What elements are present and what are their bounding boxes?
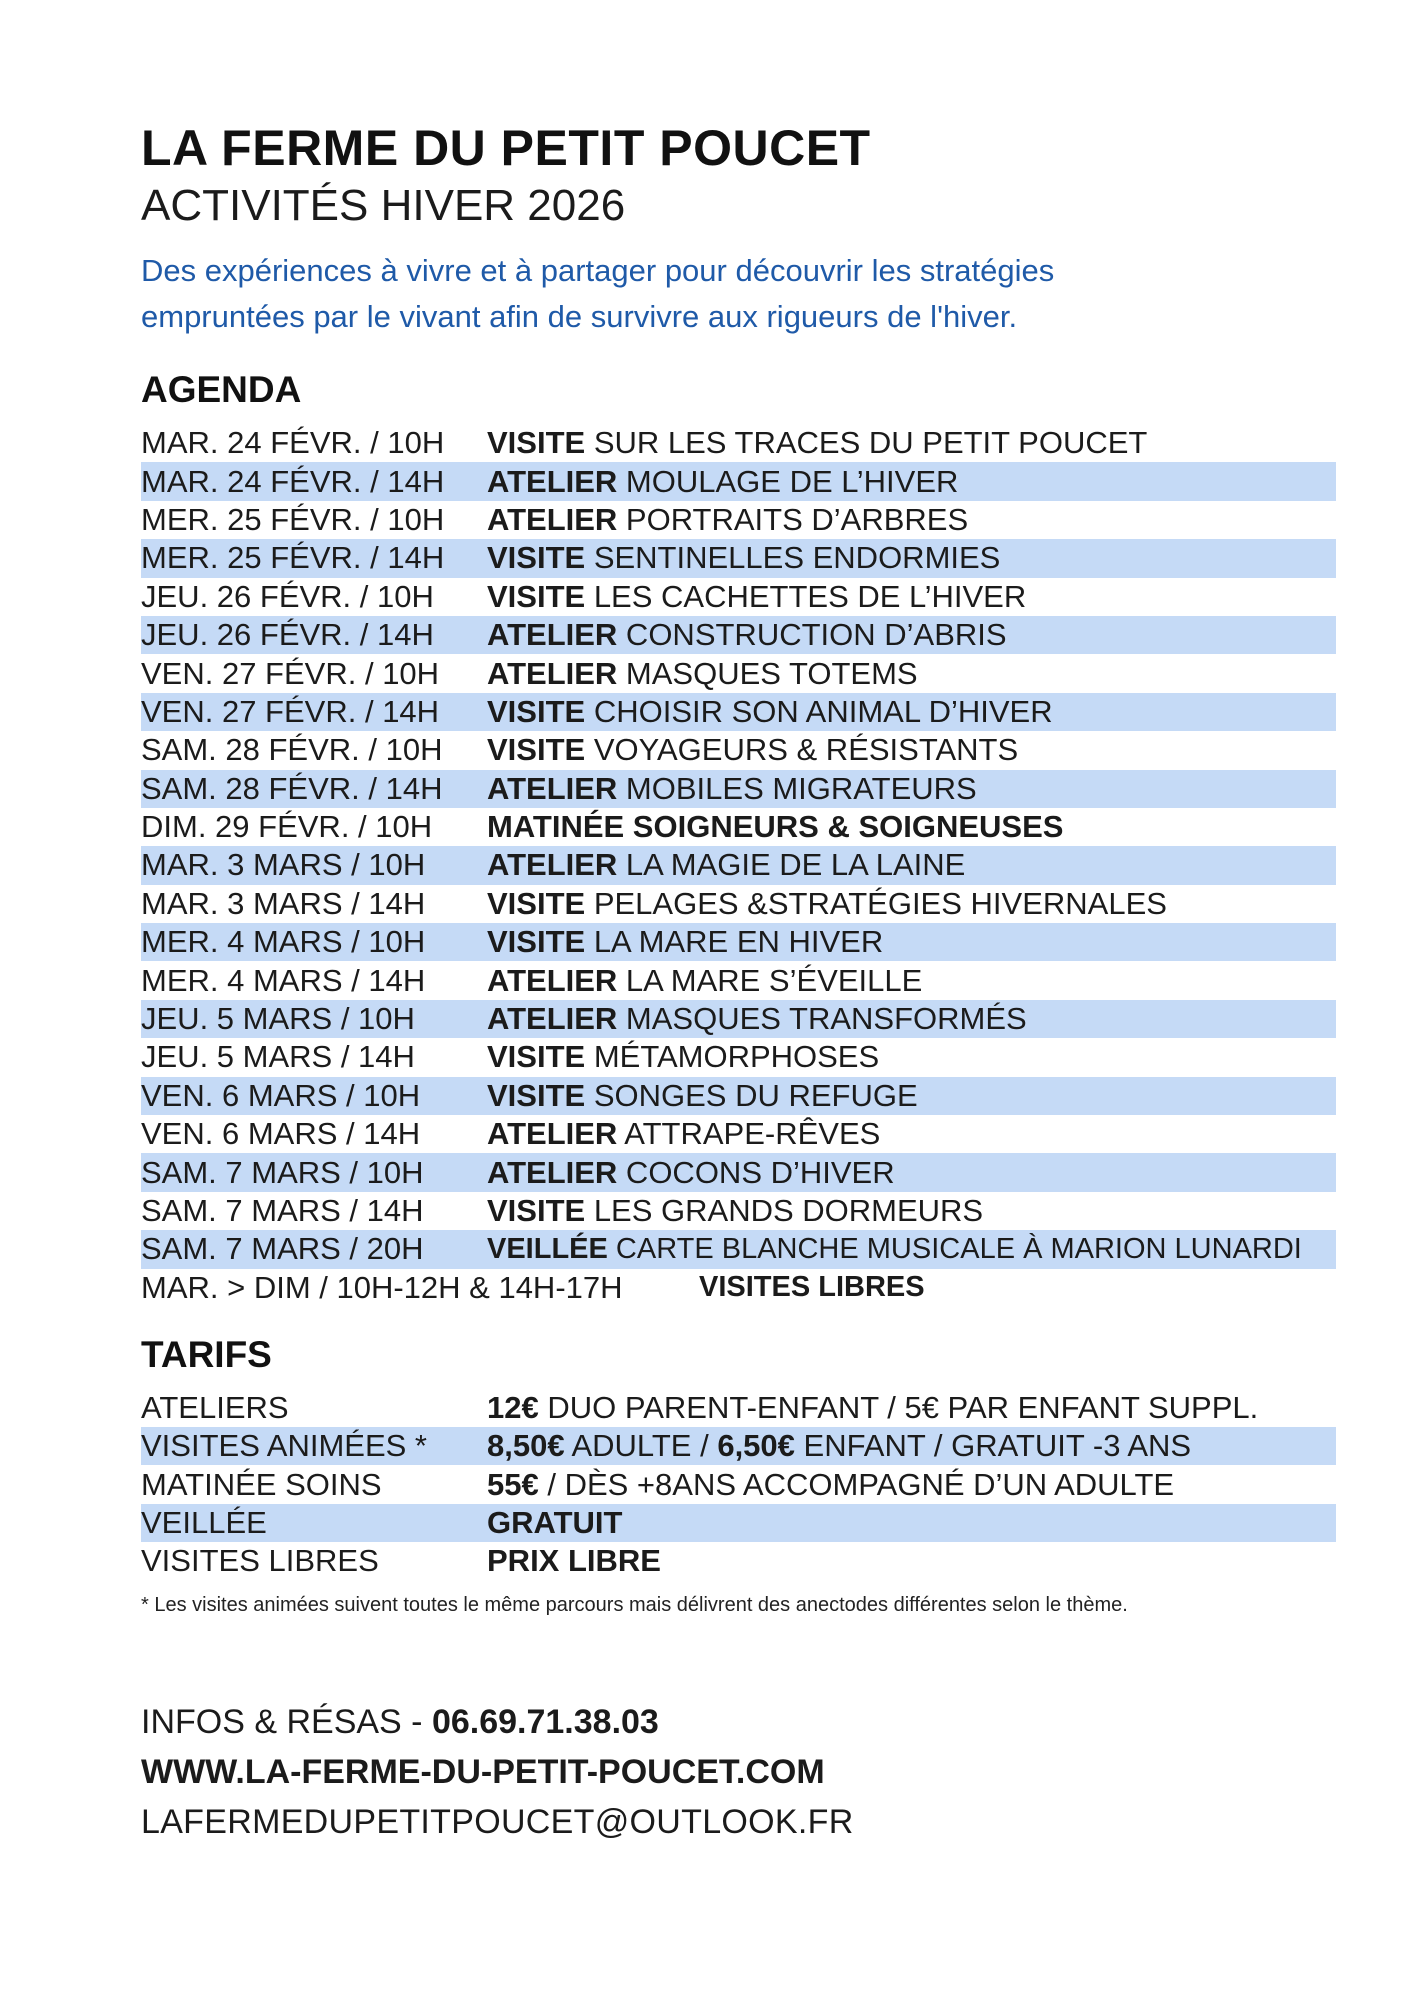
agenda-row bbox=[141, 923, 1336, 961]
agenda-activity-type: MATINÉE SOIGNEURS & SOIGNEUSES bbox=[487, 809, 1064, 845]
agenda-activity-name: LA MARE EN HIVER bbox=[585, 924, 884, 960]
contact-website[interactable]: WWW.LA-FERME-DU-PETIT-POUCET.COM bbox=[141, 1752, 825, 1791]
agenda-activity bbox=[487, 1078, 1336, 1114]
agenda-activity-name: SONGES DU REFUGE bbox=[585, 1077, 918, 1113]
agenda-date: MER. 25 FÉVR. / 14H bbox=[141, 540, 445, 576]
agenda-date: SAM. 28 FÉVR. / 10H bbox=[141, 732, 443, 768]
agenda-activity-type: VISITE bbox=[487, 885, 586, 921]
agenda-activity bbox=[487, 656, 1336, 692]
tarif-label: VISITES LIBRES bbox=[141, 1543, 379, 1579]
agenda-row bbox=[141, 539, 1336, 577]
agenda-date: SAM. 7 MARS / 20H bbox=[141, 1231, 424, 1267]
contact-phone[interactable]: 06.69.71.38.03 bbox=[431, 1702, 659, 1741]
agenda-activity-type: VISITE bbox=[487, 578, 586, 614]
tarif-value bbox=[487, 1467, 1174, 1503]
agenda-activity bbox=[487, 1155, 1336, 1191]
agenda-activity-type: ATELIER bbox=[487, 962, 618, 998]
agenda-date: MER. 25 FÉVR. / 10H bbox=[141, 501, 445, 537]
agenda-row bbox=[141, 462, 1336, 500]
agenda-activity-name: ATTRAPE-RÊVES bbox=[617, 1116, 881, 1152]
agenda-activity-name: MOBILES MIGRATEURS bbox=[617, 770, 977, 806]
agenda-activity-type: ATELIER bbox=[487, 847, 618, 883]
agenda-heading: AGENDA bbox=[141, 369, 302, 410]
agenda-activity bbox=[487, 1116, 1336, 1152]
agenda-row bbox=[141, 961, 1336, 999]
agenda-row bbox=[141, 654, 1336, 692]
agenda-activity-name: COCONS D’HIVER bbox=[617, 1154, 895, 1190]
agenda-activity-type: VISITE bbox=[487, 540, 586, 576]
agenda-activity-name: CONSTRUCTION D’ABRIS bbox=[617, 617, 1007, 653]
agenda-activity bbox=[487, 847, 1336, 883]
agenda-date: JEU. 26 FÉVR. / 14H bbox=[141, 617, 434, 653]
agenda-row bbox=[141, 1077, 1336, 1115]
tarifs-heading: TARIFS bbox=[141, 1333, 272, 1375]
page-subtitle: ACTIVITÉS HIVER 2026 bbox=[141, 181, 626, 230]
agenda-activity-type: ATELIER bbox=[487, 501, 618, 537]
tarif-row bbox=[141, 1542, 1336, 1580]
agenda-row bbox=[141, 770, 1336, 808]
tarif-price: 8,50€ bbox=[487, 1428, 565, 1464]
agenda-row bbox=[141, 501, 1336, 539]
agenda-activity bbox=[487, 1001, 1336, 1037]
tarif-value bbox=[487, 1505, 622, 1541]
tarif-price: 12€ bbox=[487, 1389, 539, 1425]
tarif-label: ATELIERS bbox=[141, 1389, 289, 1425]
agenda-activity bbox=[487, 502, 1336, 538]
agenda-activity-name: SUR LES TRACES DU PETIT POUCET bbox=[585, 425, 1148, 461]
agenda-activity-type: ATELIER bbox=[487, 655, 618, 691]
agenda-activity-type: VISITE bbox=[487, 425, 586, 461]
agenda-date: VEN. 27 FÉVR. / 14H bbox=[141, 693, 440, 729]
agenda-activity bbox=[487, 732, 1336, 768]
agenda-activity-name: CHOISIR SON ANIMAL D’HIVER bbox=[585, 693, 1053, 729]
tarif-price: PRIX LIBRE bbox=[487, 1543, 661, 1579]
agenda-activity bbox=[487, 886, 1336, 922]
agenda-date: MAR. 24 FÉVR. / 10H bbox=[141, 425, 445, 461]
agenda-date: MAR. 24 FÉVR. / 14H bbox=[141, 463, 445, 499]
agenda-activity bbox=[487, 924, 1336, 960]
agenda-row bbox=[141, 1230, 1336, 1268]
agenda-activity-name: MÉTAMORPHOSES bbox=[585, 1039, 880, 1075]
agenda-date: SAM. 7 MARS / 10H bbox=[141, 1154, 424, 1190]
tarif-detail: / DÈS +8ANS ACCOMPAGNÉ D’UN ADULTE bbox=[538, 1466, 1175, 1502]
agenda-activity-name: MOULAGE DE L’HIVER bbox=[617, 463, 959, 499]
agenda-activity bbox=[487, 1233, 1336, 1266]
agenda-activity-name: LES GRANDS DORMEURS bbox=[585, 1193, 984, 1228]
agenda-activity-name: VOYAGEURS & RÉSISTANTS bbox=[585, 732, 1019, 768]
agenda-activity-name: LES CACHETTES DE L’HIVER bbox=[585, 578, 1027, 614]
agenda-activity-type: VISITE bbox=[487, 1077, 586, 1113]
agenda-date: SAM. 7 MARS / 14H bbox=[141, 1193, 424, 1228]
agenda-activity-type: VEILLÉE bbox=[487, 1232, 608, 1265]
agenda-row bbox=[141, 424, 1336, 462]
tarif-row bbox=[141, 1389, 1336, 1427]
intro-line: empruntées par le vivant afin de survivre aux rigueurs de l'hiver. bbox=[141, 299, 1018, 334]
agenda-activity bbox=[487, 1193, 1336, 1229]
tarif-value bbox=[487, 1543, 661, 1579]
agenda-activity bbox=[487, 963, 1336, 999]
agenda-activity bbox=[487, 771, 1336, 807]
agenda-row bbox=[141, 1038, 1336, 1076]
flyer bbox=[141, 118, 1341, 1847]
agenda-activity-name: LA MARE S’ÉVEILLE bbox=[617, 962, 923, 998]
agenda-date: MAR. 3 MARS / 10H bbox=[141, 847, 426, 883]
agenda-activity-name: LA MAGIE DE LA LAINE bbox=[617, 847, 966, 883]
agenda-row bbox=[141, 731, 1336, 769]
agenda-activity-type: ATELIER bbox=[487, 463, 618, 499]
agenda-activity bbox=[487, 694, 1336, 730]
tarif-detail: ADULTE / bbox=[564, 1428, 718, 1464]
tarif-price: 55€ bbox=[487, 1466, 539, 1502]
agenda-activity-type: ATELIER bbox=[487, 617, 618, 653]
agenda-row bbox=[141, 578, 1336, 616]
contact-block bbox=[141, 1697, 1341, 1847]
agenda-free-visits-row bbox=[141, 1269, 1341, 1307]
agenda-date: VEN. 6 MARS / 14H bbox=[141, 1116, 421, 1152]
agenda-activity-name: MASQUES TOTEMS bbox=[617, 655, 918, 691]
tarifs-footnote: * Les visites animées suivent toutes le même parcours mais délivrent des anectodes différentes selon le thème. bbox=[141, 1593, 1128, 1616]
tarif-price: GRATUIT bbox=[487, 1504, 623, 1540]
agenda-row bbox=[141, 693, 1336, 731]
agenda-activity bbox=[487, 425, 1336, 461]
agenda-row bbox=[141, 1115, 1336, 1153]
agenda-row bbox=[141, 846, 1336, 884]
agenda-activity bbox=[487, 617, 1336, 653]
contact-infos-label: INFOS & RÉSAS - bbox=[141, 1702, 432, 1741]
agenda-list bbox=[141, 424, 1336, 1269]
page-title: LA FERME DU PETIT POUCET bbox=[141, 120, 871, 176]
tarif-label: VEILLÉE bbox=[141, 1504, 267, 1540]
tarif-detail: DUO PARENT-ENFANT / 5€ PAR ENFANT SUPPL. bbox=[538, 1389, 1259, 1425]
tarif-price-secondary: 6,50€ bbox=[717, 1428, 795, 1464]
contact-email[interactable]: LAFERMEDUPETITPOUCET@OUTLOOK.FR bbox=[141, 1802, 854, 1841]
agenda-row bbox=[141, 885, 1336, 923]
agenda-date: MER. 4 MARS / 10H bbox=[141, 924, 426, 960]
agenda-row bbox=[141, 616, 1336, 654]
agenda-activity bbox=[487, 809, 1336, 845]
agenda-activity-name: CARTE BLANCHE MUSICALE À MARION LUNARDI bbox=[607, 1232, 1302, 1265]
tarif-detail-secondary: ENFANT / GRATUIT -3 ANS bbox=[794, 1428, 1192, 1464]
agenda-date: JEU. 5 MARS / 14H bbox=[141, 1039, 415, 1075]
agenda-row bbox=[141, 1000, 1336, 1038]
agenda-date: JEU. 5 MARS / 10H bbox=[141, 1001, 415, 1037]
agenda-activity bbox=[487, 540, 1336, 576]
agenda-row bbox=[141, 1192, 1336, 1230]
agenda-activity bbox=[487, 1039, 1336, 1075]
agenda-row bbox=[141, 808, 1336, 846]
agenda-activity-type: VISITE bbox=[487, 1039, 586, 1075]
agenda-date: SAM. 28 FÉVR. / 14H bbox=[141, 770, 443, 806]
agenda-activity-name: MASQUES TRANSFORMÉS bbox=[617, 1001, 1027, 1037]
agenda-date: VEN. 6 MARS / 10H bbox=[141, 1077, 421, 1113]
agenda-free-date: MAR. > DIM / 10H-12H & 14H-17H bbox=[141, 1269, 623, 1305]
tarif-value bbox=[487, 1428, 1191, 1464]
agenda-activity bbox=[487, 579, 1336, 615]
agenda-activity-type: ATELIER bbox=[487, 770, 618, 806]
agenda-activity-type: VISITE bbox=[487, 924, 586, 960]
agenda-activity-type: VISITE bbox=[487, 732, 586, 768]
agenda-date: JEU. 26 FÉVR. / 10H bbox=[141, 578, 434, 614]
agenda-activity bbox=[487, 464, 1336, 500]
tarif-row bbox=[141, 1465, 1336, 1503]
tarifs-list bbox=[141, 1389, 1336, 1581]
agenda-activity-type: ATELIER bbox=[487, 1154, 618, 1190]
tarif-label: MATINÉE SOINS bbox=[141, 1466, 382, 1502]
intro-text bbox=[141, 248, 1201, 340]
agenda-date: MAR. 3 MARS / 14H bbox=[141, 885, 426, 921]
agenda-date: VEN. 27 FÉVR. / 10H bbox=[141, 655, 440, 691]
agenda-date: DIM. 29 FÉVR. / 10H bbox=[141, 809, 433, 845]
agenda-activity-name: SENTINELLES ENDORMIES bbox=[585, 540, 1001, 576]
tarif-value bbox=[487, 1390, 1258, 1426]
agenda-activity-type: ATELIER bbox=[487, 1116, 618, 1152]
agenda-activity-name: PELAGES &STRATÉGIES HIVERNALES bbox=[585, 885, 1167, 921]
contact-phone-line bbox=[141, 1697, 1341, 1747]
tarif-row bbox=[141, 1427, 1336, 1465]
intro-line: Des expériences à vivre et à partager pour découvrir les stratégies bbox=[141, 253, 1055, 288]
agenda-date: MER. 4 MARS / 14H bbox=[141, 962, 426, 998]
tarif-row bbox=[141, 1504, 1336, 1542]
agenda-row bbox=[141, 1153, 1336, 1191]
agenda-free-label: VISITES LIBRES bbox=[699, 1271, 925, 1304]
agenda-activity-type: VISITE bbox=[487, 693, 586, 729]
agenda-activity-name: PORTRAITS D’ARBRES bbox=[617, 501, 969, 537]
agenda-activity-type: ATELIER bbox=[487, 1001, 618, 1037]
agenda-activity-type: VISITE bbox=[487, 1193, 586, 1228]
tarif-label: VISITES ANIMÉES * bbox=[141, 1428, 427, 1464]
